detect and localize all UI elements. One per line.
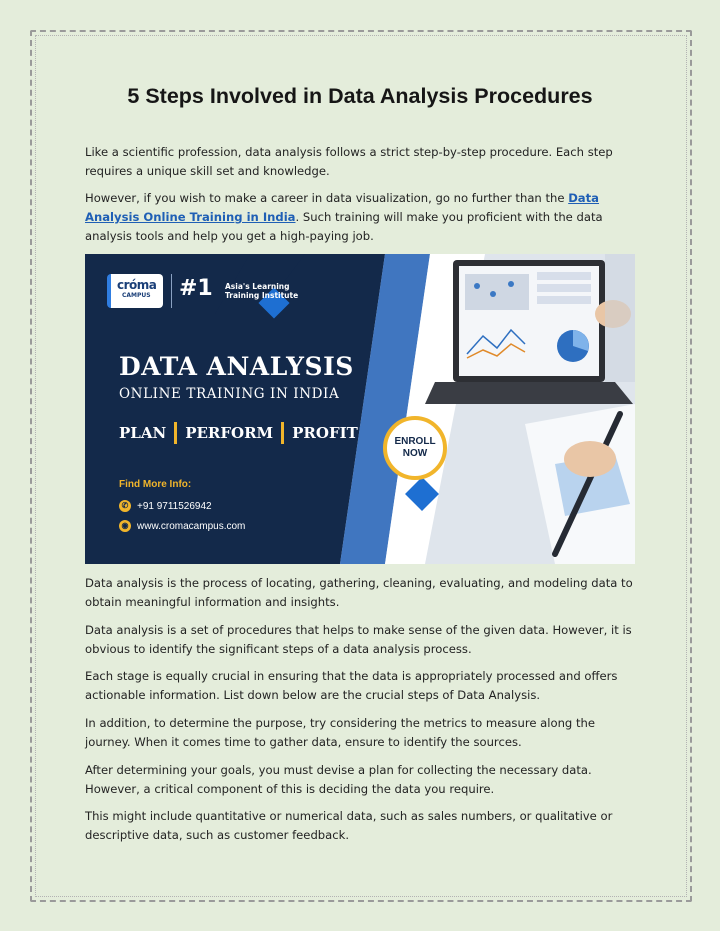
- plan-text: PLAN: [119, 424, 167, 442]
- profit-text: PROFIT: [292, 424, 358, 442]
- training-link[interactable]: Data Analysis Online Training in India: [85, 191, 600, 224]
- body-paragraph: Data analysis is a set of procedures that helps to make sense of the given data. However, it is obvious to identify the significant steps of a data analysis process.: [85, 623, 632, 656]
- website-url: www.cromacampus.com: [137, 520, 246, 532]
- separator-bar: [174, 422, 177, 444]
- perform-text: PERFORM: [185, 424, 274, 442]
- enroll-label: ENROLL NOW: [394, 436, 436, 459]
- separator-bar: [281, 422, 284, 444]
- website-contact: [119, 520, 245, 532]
- course-banner: [85, 254, 635, 564]
- plan-perform-profit: [119, 422, 358, 444]
- brand-name: cróma: [117, 278, 157, 292]
- globe-icon: ◉: [119, 520, 131, 532]
- phone-icon: ✆: [119, 500, 131, 512]
- brand-sub: CAMPUS: [122, 292, 151, 299]
- rank-text: Asia's Learning Training Institute: [225, 282, 299, 300]
- page-title: 5 Steps Involved in Data Analysis Procedures: [127, 84, 593, 108]
- phone-contact: [119, 500, 212, 512]
- career-text-after: . Such training will make you proficient with the data analysis tools and help you get a high-paying job.: [85, 210, 603, 243]
- brand-box: [107, 274, 163, 308]
- find-more-info: Find More Info:: [119, 479, 192, 490]
- body-paragraph: After determining your goals, you must devise a plan for collecting the necessary data. However, a critical component of this is deciding the data you require.: [85, 763, 592, 796]
- body-paragraph: Each stage is equally crucial in ensuring that the data is appropriately processed and offers actionable information. List down below are the crucial steps of Data Analysis.: [85, 669, 618, 702]
- banner-subhead: ONLINE TRAINING IN INDIA: [119, 386, 340, 402]
- body-paragraph: This might include quantitative or numerical data, such as sales numbers, or qualitative or descriptive data, such as customer feedback.: [85, 809, 613, 842]
- body-paragraph: In addition, to determine the purpose, try considering the metrics to measure along the journey. When it comes time to gather data, ensure to identify the sources.: [85, 716, 595, 749]
- phone-number: +91 9711526942: [137, 500, 212, 512]
- body-paragraph: Data analysis is the process of locating, gathering, cleaning, evaluating, and modeling data to obtain meaningful information and insights.: [85, 576, 633, 609]
- career-paragraph: [85, 189, 641, 246]
- logo-divider: [171, 274, 172, 308]
- career-text-before: However, if you wish to make a career in data visualization, go no further than the: [85, 191, 569, 205]
- enroll-now-button[interactable]: [383, 416, 447, 480]
- croma-campus-logo: [107, 272, 299, 312]
- intro-paragraph: Like a scientific profession, data analysis follows a strict step-by-step procedure. Each step requires a unique skill set and knowledge.: [85, 145, 613, 178]
- banner-headline: DATA ANALYSIS: [119, 352, 354, 381]
- rank-badge: #1: [179, 276, 213, 301]
